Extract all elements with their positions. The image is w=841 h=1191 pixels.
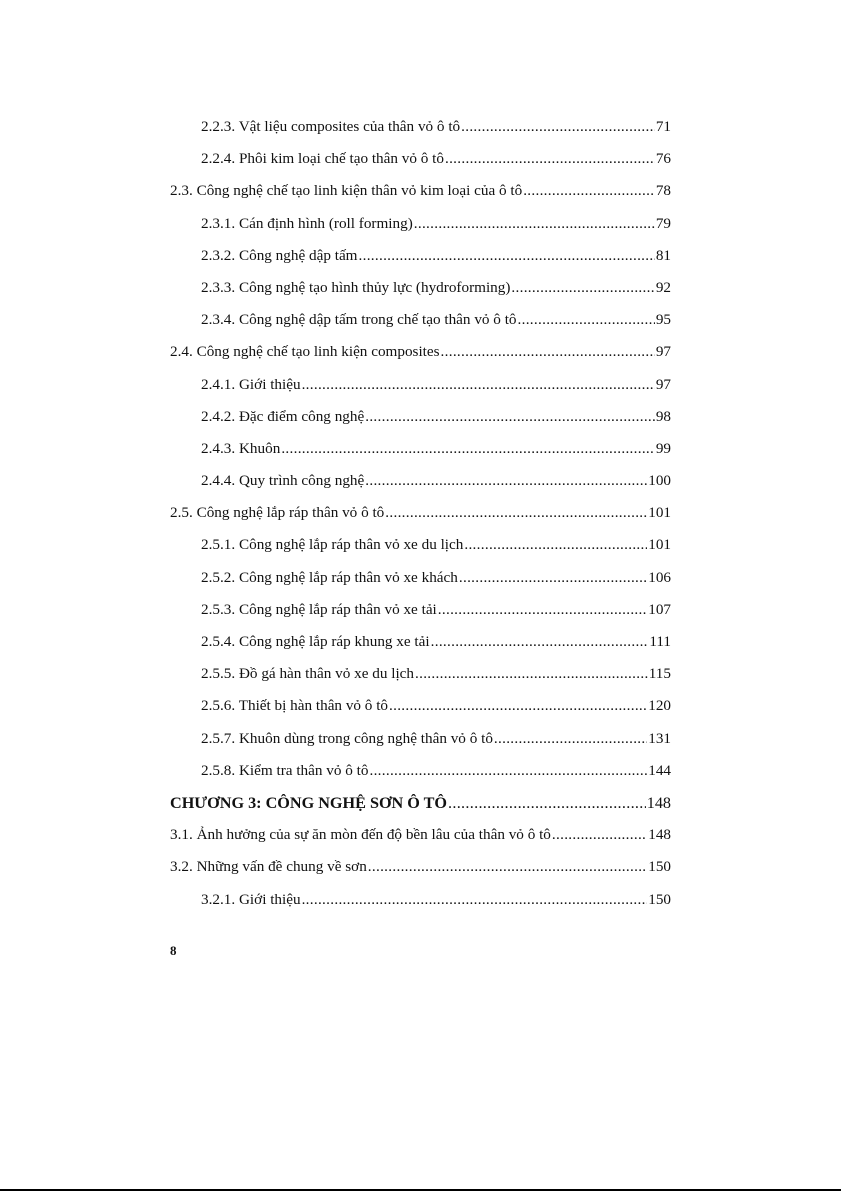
- toc-entry-page: 115: [648, 665, 671, 683]
- toc-entry-label: 2.3.3. Công nghệ tạo hình thủy lực (hydroforming): [201, 278, 511, 296]
- toc-entry[interactable]: [170, 888, 671, 920]
- toc-entry[interactable]: [170, 179, 671, 211]
- toc-dot-leader: [511, 276, 654, 300]
- toc-chapter-entry[interactable]: [170, 791, 671, 823]
- toc-entry-label: 3.1. Ảnh hưởng của sự ăn mòn đến độ bền lâu của thân vỏ ô tô: [170, 826, 551, 844]
- toc-entry-page: 92: [655, 278, 671, 296]
- toc-dot-leader: [415, 662, 648, 686]
- toc-entry-label: 2.4.2. Đặc điểm công nghệ: [201, 407, 365, 425]
- toc-dot-leader: [365, 469, 647, 493]
- toc-entry-label: 2.5.6. Thiết bị hàn thân vỏ ô tô: [201, 697, 389, 715]
- toc-dot-leader: [359, 244, 655, 268]
- toc-dot-leader: [523, 179, 655, 203]
- toc-entry-label: 2.4.4. Quy trình công nghệ: [201, 472, 365, 490]
- toc-dot-leader: [414, 212, 655, 236]
- toc-dot-leader: [459, 566, 647, 590]
- toc-entry-page: 78: [655, 182, 671, 200]
- toc-dot-leader: [431, 630, 649, 654]
- toc-entry-page: 144: [648, 761, 671, 779]
- toc-dot-leader: [365, 405, 655, 429]
- toc-entry[interactable]: [170, 727, 671, 759]
- toc-entry[interactable]: [170, 598, 671, 630]
- toc-entry-page: 106: [648, 568, 671, 586]
- toc-entry-page: 79: [655, 214, 671, 232]
- toc-dot-leader: [438, 598, 647, 622]
- toc-entry-page: 148: [646, 793, 671, 812]
- toc-entry-label: 2.4.1. Giới thiệu: [201, 375, 301, 393]
- toc-entry[interactable]: [170, 340, 671, 372]
- toc-entry[interactable]: [170, 373, 671, 405]
- toc-entry[interactable]: [170, 115, 671, 147]
- page-number: 8: [170, 943, 177, 958]
- toc-entry-label: 2.4.3. Khuôn: [201, 439, 281, 457]
- toc-entry[interactable]: [170, 630, 671, 662]
- toc-dot-leader: [302, 373, 655, 397]
- toc-entry[interactable]: [170, 533, 671, 565]
- toc-entry[interactable]: [170, 855, 671, 887]
- toc-entry[interactable]: [170, 694, 671, 726]
- toc-entry-label: 2.3.4. Công nghệ dập tấm trong chế tạo thân vỏ ô tô: [201, 311, 517, 329]
- toc-entry[interactable]: [170, 469, 671, 501]
- toc-entry-label: 2.5.5. Đồ gá hàn thân vỏ xe du lịch: [201, 665, 415, 683]
- toc-dot-leader: [464, 533, 647, 557]
- toc-entry[interactable]: [170, 759, 671, 791]
- toc-entry-page: 131: [648, 729, 671, 747]
- toc-entry-label: 2.5. Công nghệ lắp ráp thân vỏ ô tô: [170, 504, 385, 522]
- toc-entry-label: 2.4. Công nghệ chế tạo linh kiện composites: [170, 343, 440, 361]
- toc-entry[interactable]: [170, 566, 671, 598]
- toc-entry-label: 2.5.4. Công nghệ lắp ráp khung xe tải: [201, 633, 430, 650]
- toc-dot-leader: [552, 823, 647, 847]
- toc-entry[interactable]: [170, 405, 671, 437]
- toc-entry-label: 3.2. Những vấn đề chung về sơn: [170, 858, 367, 876]
- toc-dot-leader: [385, 501, 647, 525]
- toc-dot-leader: [518, 308, 655, 332]
- toc-entry-label: CHƯƠNG 3: CÔNG NGHỆ SƠN Ô TÔ: [170, 793, 448, 812]
- toc-dot-leader: [281, 437, 655, 461]
- toc-entry-page: 107: [648, 600, 671, 618]
- toc-entry[interactable]: [170, 501, 671, 533]
- toc-entry-page: 98: [655, 407, 671, 425]
- toc-dot-leader: [445, 147, 655, 171]
- toc-entry-label: 2.3.1. Cán định hình (roll forming): [201, 214, 413, 232]
- toc-entry-label: 2.5.3. Công nghệ lắp ráp thân vỏ xe tải: [201, 600, 437, 618]
- toc-entry-page: 148: [648, 826, 671, 844]
- toc-entry-label: 2.2.4. Phôi kim loại chế tạo thân vỏ ô tô: [201, 150, 444, 168]
- toc-dot-leader: [369, 759, 647, 783]
- toc-entry[interactable]: [170, 437, 671, 469]
- toc-entry-page: 99: [655, 439, 671, 457]
- toc-dot-leader: [389, 694, 647, 718]
- toc-dot-leader: [441, 340, 655, 364]
- toc-entry-label: 2.3.2. Công nghệ dập tấm: [201, 246, 358, 264]
- toc-entry[interactable]: [170, 212, 671, 244]
- toc-entry-page: 76: [655, 150, 671, 168]
- toc-dot-leader: [494, 727, 647, 751]
- table-of-contents: [170, 115, 671, 920]
- toc-entry-label: 2.5.1. Công nghệ lắp ráp thân vỏ xe du lịch: [201, 536, 464, 554]
- toc-entry-page: 81: [655, 246, 671, 264]
- toc-dot-leader: [461, 115, 655, 139]
- toc-entry-page: 95: [655, 311, 671, 329]
- toc-entry-page: 97: [655, 343, 671, 361]
- toc-entry-page: 120: [648, 697, 671, 715]
- toc-dot-leader: [302, 888, 648, 912]
- toc-entry-page: 150: [648, 890, 671, 908]
- toc-entry-page: 150: [648, 858, 671, 876]
- toc-dot-leader: [448, 791, 646, 815]
- toc-entry[interactable]: [170, 276, 671, 308]
- toc-dot-leader: [368, 855, 647, 879]
- toc-entry-page: 101: [648, 536, 671, 554]
- toc-entry-page: 101: [648, 504, 671, 522]
- toc-entry-label: 2.3. Công nghệ chế tạo linh kiện thân vỏ kim loại của ô tô: [170, 182, 523, 200]
- toc-entry-page: 97: [655, 375, 671, 393]
- toc-entry-label: 2.5.8. Kiểm tra thân vỏ ô tô: [201, 761, 369, 779]
- toc-entry[interactable]: [170, 823, 671, 855]
- toc-entry-page: 100: [648, 472, 671, 490]
- toc-entry-page: 71: [655, 118, 671, 135]
- toc-entry[interactable]: [170, 147, 671, 179]
- toc-entry[interactable]: [170, 308, 671, 340]
- toc-entry-page: 111: [649, 633, 671, 650]
- toc-entry-label: 2.2.3. Vật liệu composites của thân vỏ ô tô: [201, 118, 461, 135]
- toc-entry-label: 2.5.7. Khuôn dùng trong công nghệ thân vỏ ô tô: [201, 729, 493, 747]
- toc-entry[interactable]: [170, 662, 671, 694]
- toc-entry[interactable]: [170, 244, 671, 276]
- toc-entry-label: 2.5.2. Công nghệ lắp ráp thân vỏ xe khách: [201, 568, 458, 586]
- toc-entry-label: 3.2.1. Giới thiệu: [201, 890, 301, 908]
